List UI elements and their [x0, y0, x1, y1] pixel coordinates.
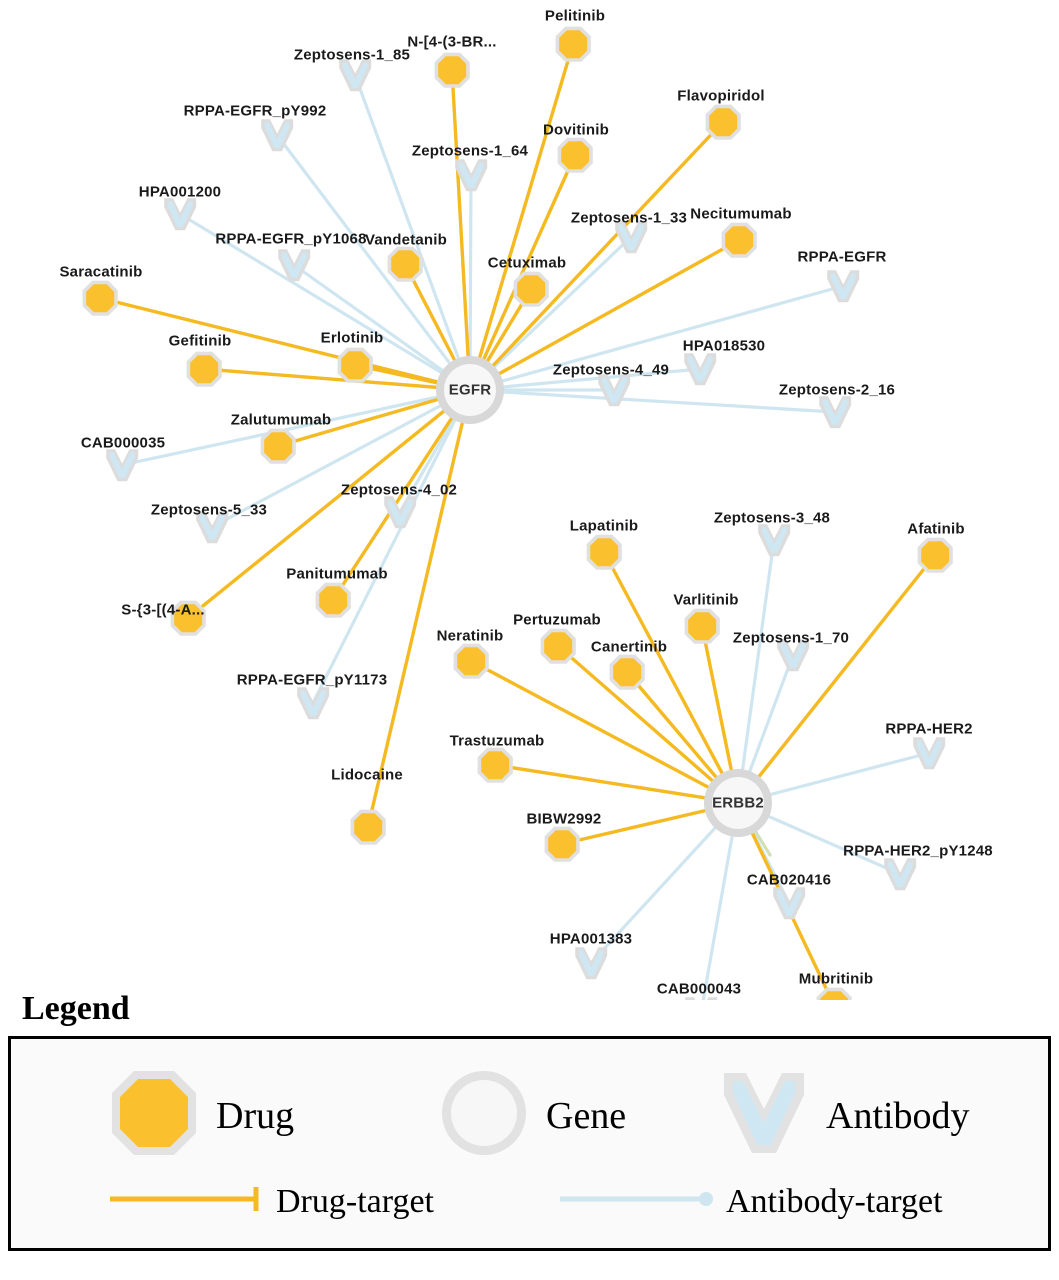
legend-item-drug-target	[106, 1179, 434, 1224]
legend-label-antibody-target: Antibody-target	[726, 1182, 943, 1220]
antibody-label: RPPA-EGFR	[797, 248, 887, 266]
legend-title: Legend	[22, 990, 130, 1027]
legend-item-antibody-target	[556, 1179, 943, 1224]
drug-node[interactable]	[388, 247, 423, 282]
legend-label-drug: Drug	[216, 1094, 295, 1137]
antibody-label: Zeptosens-1_85	[293, 46, 411, 64]
antibody-node[interactable]	[819, 396, 851, 428]
drug-node[interactable]	[435, 53, 470, 88]
antibody-label: CAB000035	[80, 434, 166, 452]
antibody-label: Zeptosens-2_16	[778, 381, 896, 399]
drug-icon	[106, 1065, 202, 1166]
legend-label-drug-target: Drug-target	[276, 1182, 434, 1220]
drug-node[interactable]	[454, 644, 489, 679]
gene-label: EGFR	[448, 381, 492, 399]
antibody-label: Zeptosens-1_64	[411, 142, 529, 160]
antibody-node[interactable]	[384, 496, 416, 528]
drug-label: Trastuzumab	[449, 732, 545, 750]
legend-box	[8, 1036, 1051, 1251]
drug-label: Erlotinib	[320, 329, 384, 347]
drug-node[interactable]	[706, 105, 741, 140]
antibody-label: Zeptosens-5_33	[150, 501, 268, 519]
drug-node[interactable]	[587, 535, 622, 570]
drug-target-edge-icon	[106, 1179, 266, 1224]
gene-label: ERBB2	[712, 794, 764, 812]
drug-node[interactable]	[541, 629, 576, 664]
antibody-target-edge-icon	[556, 1179, 716, 1224]
drug-node[interactable]	[722, 223, 757, 258]
legend	[8, 990, 1051, 1251]
drug-label: Pelitinib	[544, 7, 606, 25]
drug-label: Necitumumab	[690, 205, 792, 223]
drug-node[interactable]	[514, 272, 549, 307]
antibody-label: Zeptosens-3_48	[713, 509, 831, 527]
drug-label: S-{3-[(4-A...	[121, 601, 205, 619]
drug-node[interactable]	[316, 583, 351, 618]
legend-item-gene	[436, 1065, 626, 1166]
antibody-label: RPPA-EGFR_pY1173	[236, 671, 388, 689]
drug-node[interactable]	[351, 810, 386, 845]
drug-label: N-[4-(3-BR...	[407, 33, 497, 51]
antibody-icon	[716, 1065, 812, 1166]
antibody-label: HPA001383	[549, 930, 633, 948]
antibody-label: Zeptosens-1_70	[732, 629, 850, 647]
antibody-node[interactable]	[575, 947, 607, 979]
antibody-node[interactable]	[261, 119, 293, 151]
antibody-node[interactable]	[758, 524, 790, 556]
antibody-node[interactable]	[598, 374, 630, 406]
antibody-label: RPPA-EGFR_pY992	[183, 102, 327, 120]
antibody-label: Zeptosens-4_02	[340, 481, 458, 499]
drug-label: Varlitinib	[673, 591, 739, 609]
drug-node[interactable]	[261, 429, 296, 464]
antibody-node[interactable]	[106, 449, 138, 481]
drug-label: Zalutumumab	[230, 411, 332, 429]
drug-node[interactable]	[558, 138, 593, 173]
antibody-node[interactable]	[773, 887, 805, 919]
drug-label: BIBW2992	[526, 810, 602, 828]
drug-label: Saracatinib	[59, 263, 143, 281]
antibody-label: HPA001200	[138, 183, 222, 201]
antibody-label: RPPA-HER2_pY1248	[843, 842, 993, 860]
drug-node[interactable]	[338, 348, 373, 383]
antibody-label: CAB000043	[656, 980, 742, 998]
drug-label: Lapatinib	[569, 517, 639, 535]
drug-label: Canertinib	[590, 638, 668, 656]
antibody-label: RPPA-HER2	[885, 720, 973, 738]
drug-label: Gefitinib	[168, 332, 232, 350]
drug-node[interactable]	[83, 281, 118, 316]
antibody-node[interactable]	[827, 270, 859, 302]
legend-label-antibody: Antibody	[826, 1094, 970, 1137]
drug-label: Panitumumab	[286, 565, 388, 583]
drug-label: Pertuzumab	[513, 611, 601, 629]
drug-node[interactable]	[685, 609, 720, 644]
drug-label: Flavopiridol	[677, 87, 765, 105]
drug-node[interactable]	[478, 748, 513, 783]
legend-label-gene: Gene	[546, 1094, 627, 1137]
drug-label: Vandetanib	[364, 231, 448, 249]
drug-label: Mubritinib	[798, 970, 874, 988]
antibody-label: CAB020416	[746, 871, 832, 889]
drug-node[interactable]	[545, 827, 580, 862]
drug-label: Lidocaine	[331, 766, 403, 784]
antibody-node[interactable]	[913, 737, 945, 769]
drug-label: Dovitinib	[543, 121, 609, 139]
antibody-node[interactable]	[339, 59, 371, 91]
drug-node[interactable]	[918, 538, 953, 573]
antibody-label: HPA018530	[682, 337, 766, 355]
drug-label: Neratinib	[436, 627, 504, 645]
antibody-node[interactable]	[297, 687, 329, 719]
antibody-label: Zeptosens-4_49	[552, 361, 670, 379]
antibody-label: RPPA-EGFR_pY1068	[215, 230, 367, 248]
legend-item-antibody	[716, 1065, 970, 1166]
drug-label: Afatinib	[907, 520, 965, 538]
drug-node[interactable]	[556, 27, 591, 62]
gene-icon	[436, 1065, 532, 1166]
legend-item-drug	[106, 1065, 294, 1166]
drug-node[interactable]	[187, 352, 222, 387]
antibody-node[interactable]	[684, 353, 716, 385]
antibody-node[interactable]	[164, 198, 196, 230]
drug-label: Cetuximab	[487, 254, 567, 272]
antibody-label: Zeptosens-1_33	[570, 209, 688, 227]
antibody-node[interactable]	[884, 858, 916, 890]
drug-node[interactable]	[610, 655, 645, 690]
